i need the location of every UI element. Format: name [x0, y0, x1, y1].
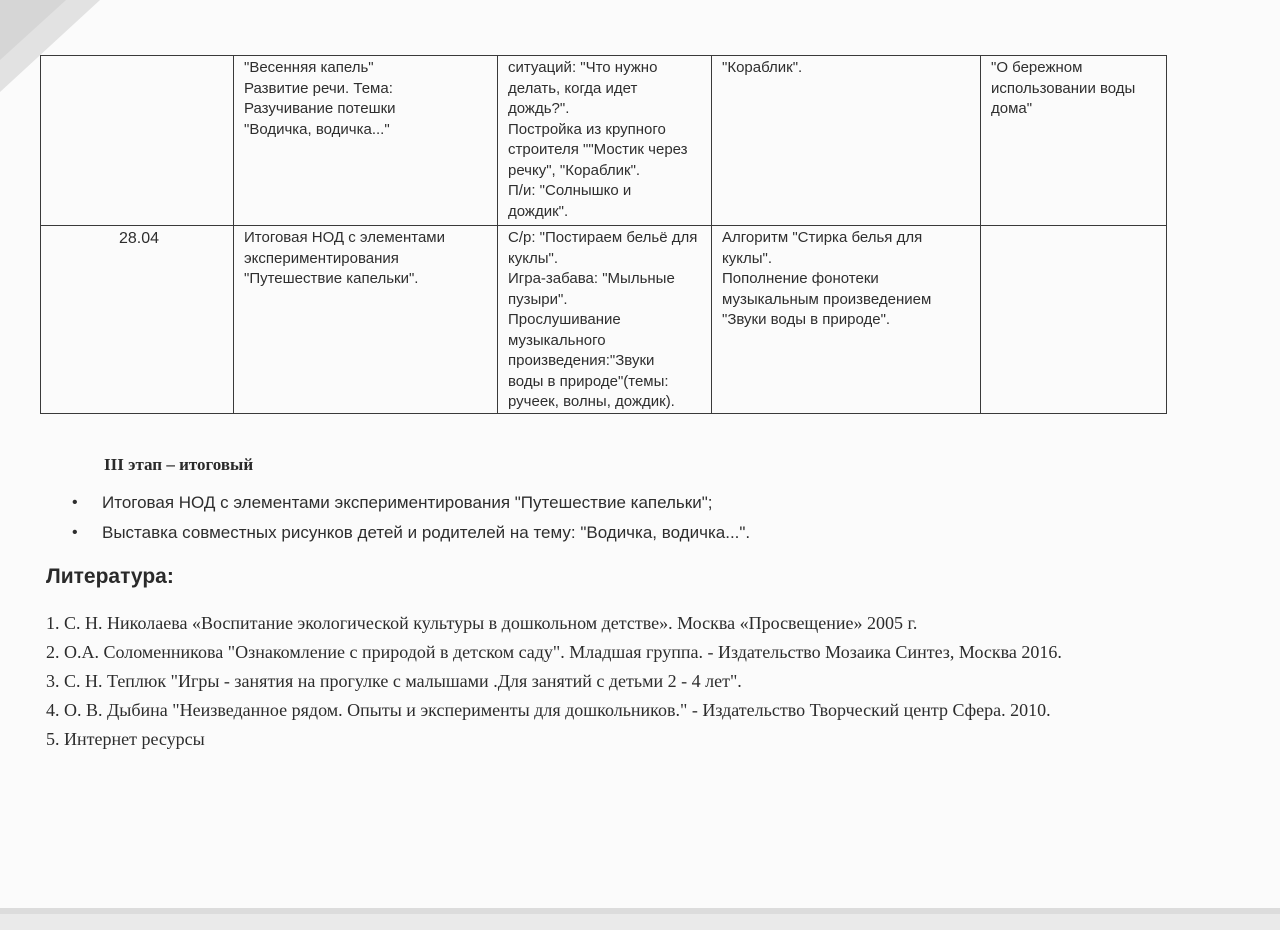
literature-item: 3. С. Н. Теплюк "Игры - занятия на прогулке с малышами .Для занятий с детьми 2 - 4 лет".: [46, 671, 742, 691]
cell-text: С/р: "Постираем бельё для куклы". Игра-забава: "Мыльные пузыри". Прослушивание музыкального произведения:"Звуки воды в природе"(темы: ручеек, волны, дождик).: [508, 229, 698, 410]
list-item-text: Итоговая НОД с элементами экспериментирования "Путешествие капельки";: [102, 493, 713, 512]
cell-text: "Весенняя капель" Развитие речи. Тема: Разучивание потешки "Водичка, водичка...": [244, 59, 396, 138]
scan-bottom-band-inner: [0, 914, 1280, 930]
table-row: [41, 56, 1167, 226]
table-cell: [234, 56, 498, 226]
literature-heading: Литература:: [46, 565, 174, 588]
cell-text: "О бережном использовании воды дома": [991, 59, 1136, 117]
literature-item: 5. Интернет ресурсы: [46, 729, 205, 749]
table-cell: [498, 226, 712, 414]
cell-text: "Кораблик".: [722, 59, 803, 76]
table-row: [41, 226, 1167, 414]
literature-item: 1. С. Н. Николаева «Воспитание экологической культуры в дошкольном детстве». Москва «Просвещение» 2005 г.: [46, 613, 918, 633]
cell-text: ситуаций: "Что нужно делать, когда идет дождь?". Постройка из крупного строителя ""Мостик через речку", "Кораблик". П/и: "Солнышко и дождик".: [508, 59, 688, 220]
table-cell: [234, 226, 498, 414]
table-cell: [981, 56, 1167, 226]
plan-table: [40, 55, 1167, 414]
table-cell: [981, 226, 1167, 414]
cell-text: Алгоритм "Стирка белья для куклы". Пополнение фонотеки музыкальным произведением "Звуки воды в природе".: [722, 229, 932, 328]
table-cell: [712, 56, 981, 226]
cell-text: Итоговая НОД с элементами экспериментирования "Путешествие капельки".: [244, 229, 445, 287]
table-cell: [498, 56, 712, 226]
literature-list: [46, 609, 1226, 754]
scan-corner-fold-shade: [0, 0, 66, 60]
date-cell: 28.04: [41, 226, 234, 414]
list-item: [72, 488, 750, 518]
list-item-text: Выставка совместных рисунков детей и родителей на тему: "Водичка, водичка...".: [102, 523, 751, 542]
literature-item: 4. О. В. Дыбина "Неизведанное рядом. Опыты и эксперименты для дошкольников." - Издательство Творческий центр Сфера. 2010.: [46, 700, 1051, 720]
stage-title: III этап – итоговый: [104, 455, 254, 474]
bullet-icon: •: [72, 494, 78, 511]
stage-list: [72, 488, 750, 548]
table-cell: [712, 226, 981, 414]
bullet-icon: •: [72, 524, 78, 541]
literature-item: 2. О.А. Соломенникова "Ознакомление с природой в детском саду". Младшая группа. - Издательство Мозаика Синтез, Москва 2016.: [46, 642, 1062, 662]
date-cell: [41, 56, 234, 226]
list-item: [72, 518, 750, 548]
